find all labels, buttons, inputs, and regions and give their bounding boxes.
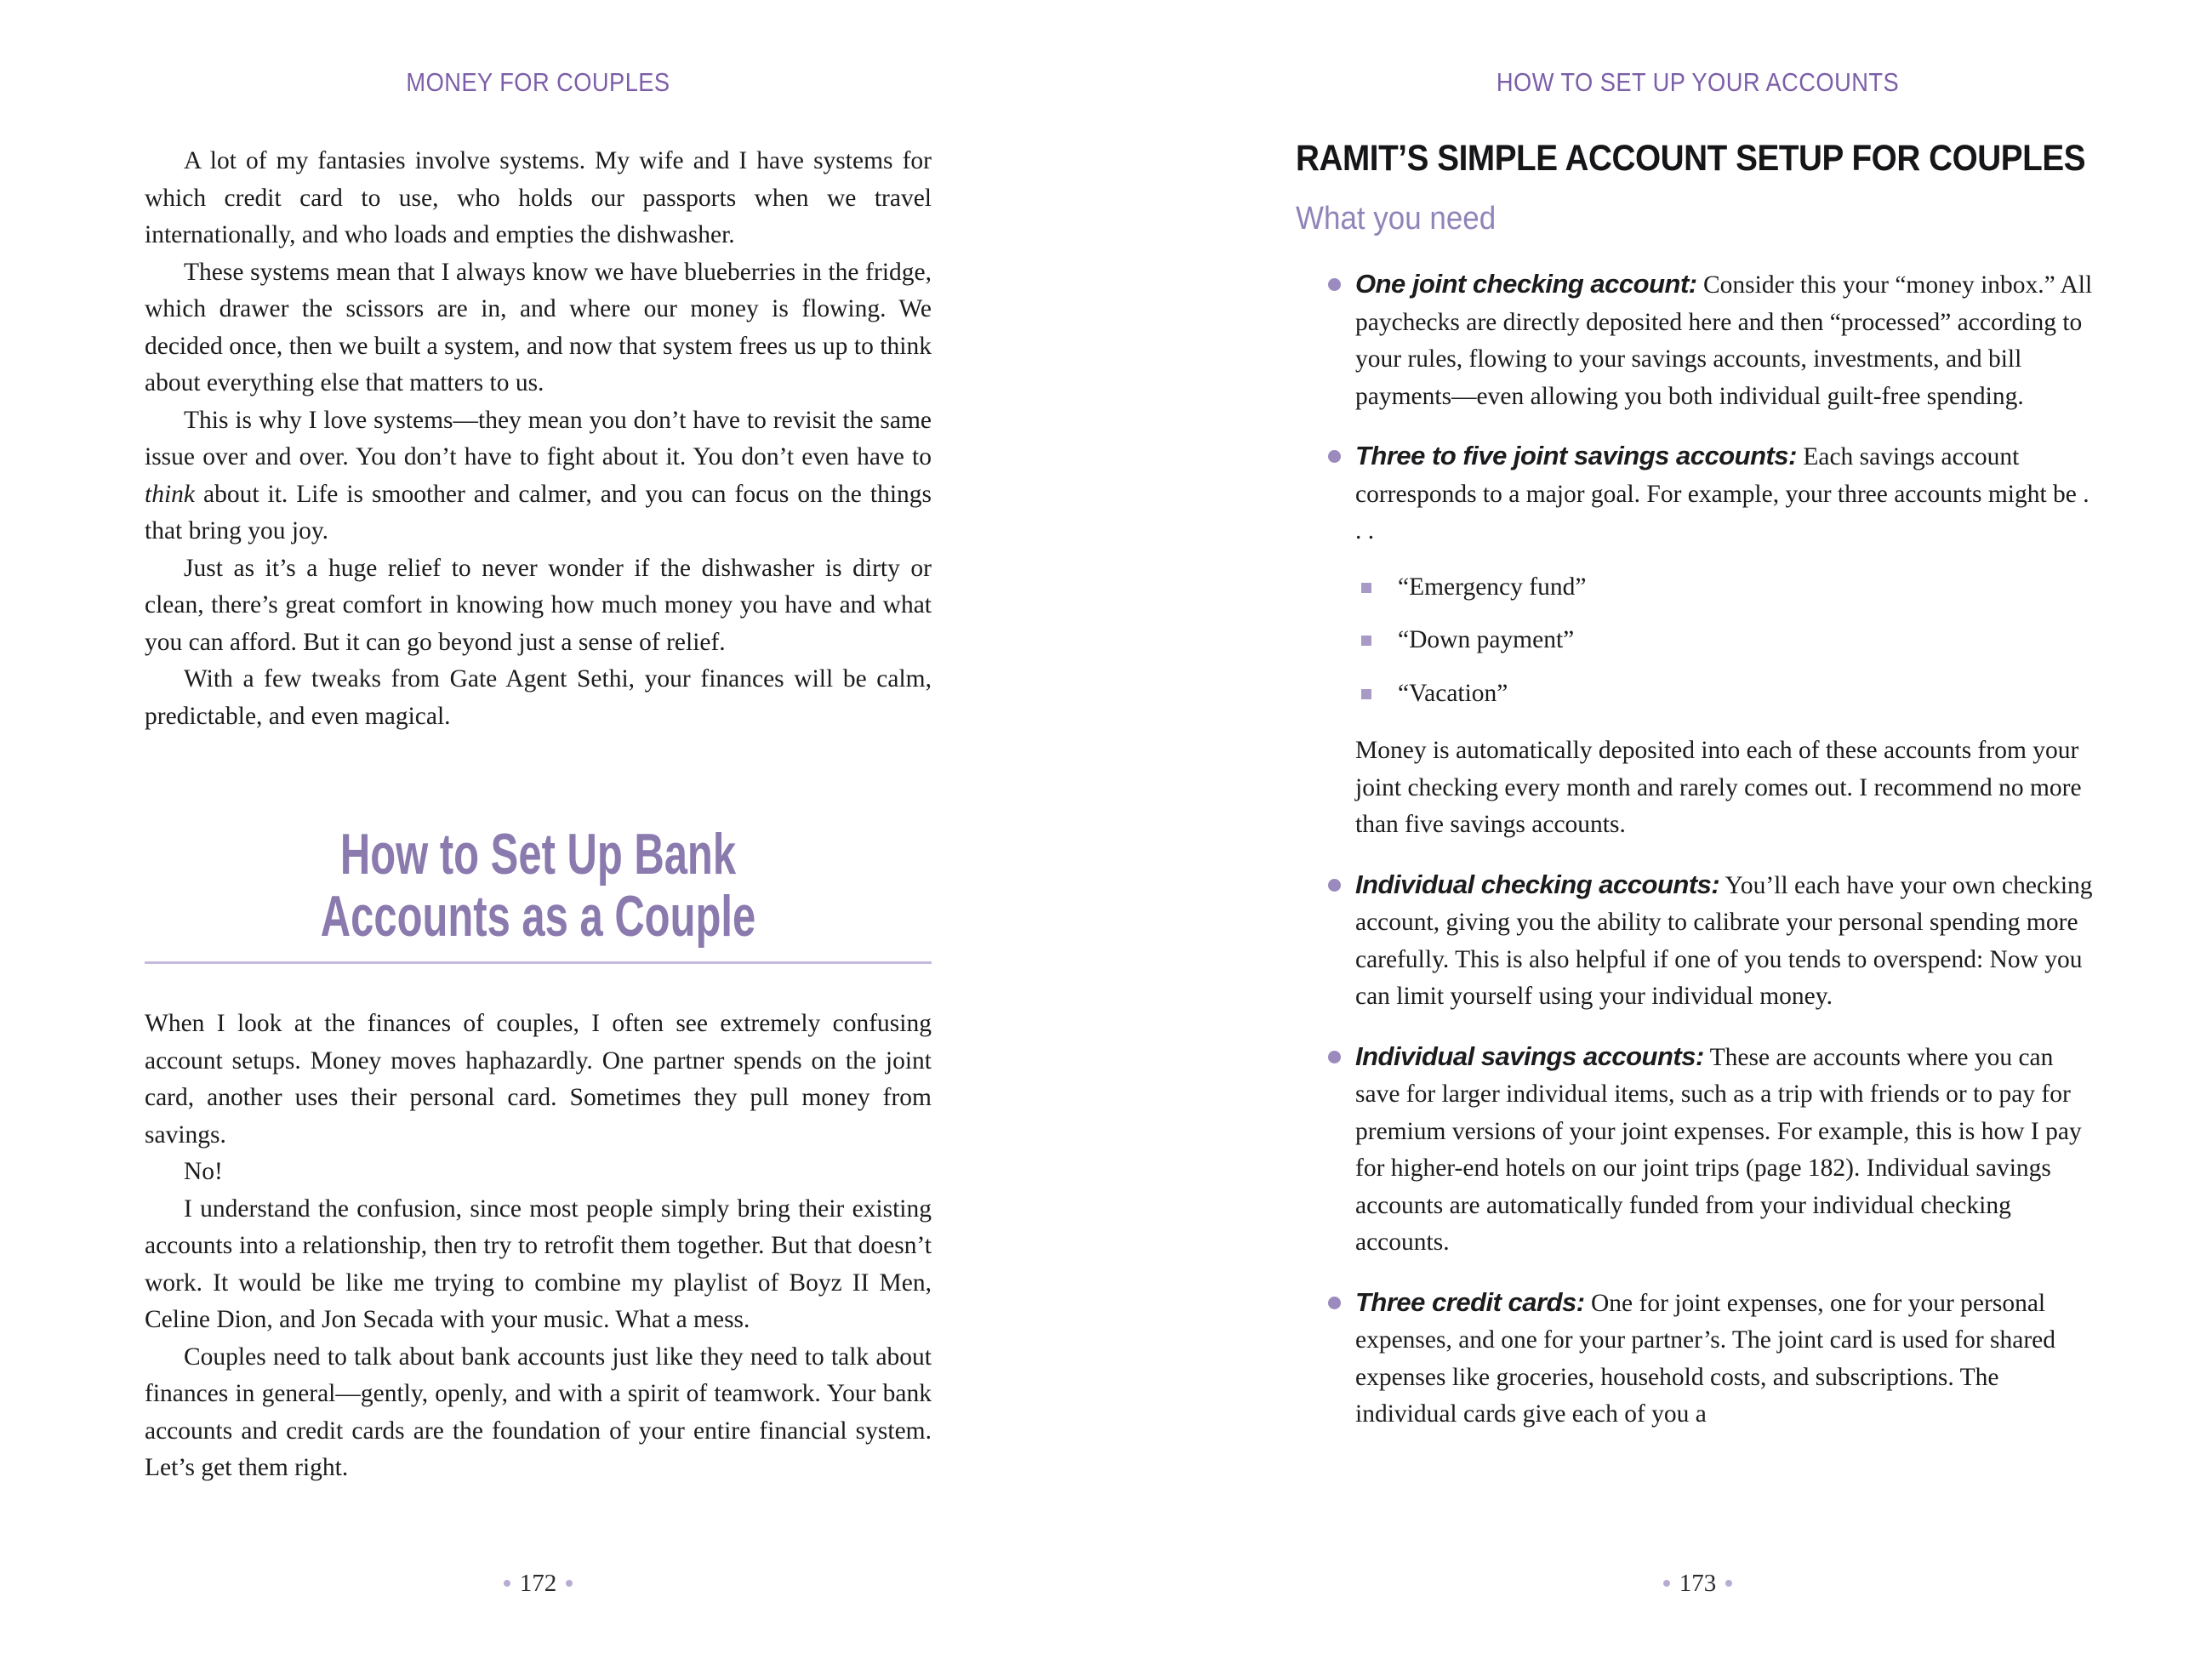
left-page-top-text [145,143,932,735]
list-item [1296,1038,2100,1262]
page-number-dot-icon [1663,1580,1670,1587]
list-item-lead: One joint checking account: [1355,269,1697,299]
list-item-text: Each savings account corresponds to a major goal. For example, your three accounts might be . . . [1355,443,2089,544]
page-number-value: 172 [519,1570,557,1597]
list-item-lead: Three to five joint savings accounts: [1355,441,1797,470]
page-number-right [1296,1570,2100,1598]
list-item [1296,1284,2100,1434]
sub-list-item [1355,569,2100,607]
page-subtitle: What you need [1296,201,1497,237]
section-divider-rule [145,961,932,964]
paragraph: A lot of my fantasies involve systems. My wife and I have systems for which credit card to use, who holds our passports when we travel internationally, and who loads and empties the dishwasher. [145,147,932,248]
paragraph: With a few tweaks from Gate Agent Sethi, your finances will be calm, predictable, and even magical. [145,665,932,730]
page-number-left [145,1570,932,1598]
paragraph: No! [184,1158,223,1185]
emphasized-word: think [145,480,195,508]
savings-note-paragraph: Money is automatically deposited into each of these accounts from your joint checking every month and rarely comes out. I recommend no more than five savings accounts. [1355,737,2082,838]
paragraph: Just as it’s a huge relief to never wonder if the dishwasher is dirty or clean, there’s great comfort in knowing how much money you have and what you can afford. But it can go beyond just a sense of relief. [145,554,932,656]
paragraph-text: This is why I love systems—they mean you don’t have to revisit the same issue over and over. You don’t have to fight about it. You don’t even have to [145,406,932,470]
list-item [1296,866,2100,1016]
bullet-dot-icon [1328,278,1341,291]
savings-examples-list [1355,569,2100,713]
bullet-dot-icon [1328,1051,1341,1063]
paragraph: I understand the confusion, since most people simply bring their existing accounts into a relationship, then try to retrofit them together. But that doesn’t work. It would be like me trying to combine my playlist of Boyz II Men, Celine Dion, and Jon Secada with your music. What a mess. [145,1194,932,1333]
list-item-text: You’ll each have your own checking account, giving you the ability to calibrate your personal spending more carefully. This is also helpful if one of you tends to overspend: Now you can limit yourself using your individual money. [1355,871,2093,1010]
sub-list-item-text: “Emergency fund” [1398,573,1587,601]
page-number-dot-icon [566,1580,573,1587]
bullet-dot-icon [1328,1297,1341,1309]
bullet-dot-icon [1328,879,1341,892]
running-head-left: MONEY FOR COUPLES [406,67,670,97]
bullet-dot-icon [1328,450,1341,463]
left-page [145,0,932,1659]
bullet-square-icon [1361,636,1371,646]
running-head-right: HOW TO SET UP YOUR ACCOUNTS [1496,67,1900,97]
section-heading-line1: How to Set Up Bank [339,822,737,887]
list-item-lead: Individual checking accounts: [1355,869,1720,899]
list-item-text: Consider this your “money inbox.” All paychecks are directly deposited here and then “processed” according to your rules, flowing to your savings accounts, investments, and bill payments—even allowing you both individual guilt-free spending. [1355,271,2093,410]
paragraph-text: about it. Life is smoother and calmer, and you can focus on the things that bring you joy. [145,480,932,544]
list-item-lead: Three credit cards: [1355,1286,1585,1317]
paragraph: Couples need to talk about bank accounts just like they need to talk about finances in general—gently, openly, and with a spirit of teamwork. Your bank accounts and credit cards are the foundation of your entire financial system. Let’s get them right. [145,1343,932,1481]
section-heading [255,824,822,948]
page-number-dot-icon [1725,1580,1732,1587]
page-number-dot-icon [504,1580,510,1587]
sub-list-item [1355,622,2100,659]
sub-list-item-text: “Vacation” [1398,679,1508,707]
list-item [1296,437,2100,844]
list-item [1296,265,2100,415]
page-title: RAMIT’S SIMPLE ACCOUNT SETUP FOR COUPLES [1296,138,2086,179]
sub-list-item [1355,676,2100,713]
bullet-square-icon [1361,583,1371,593]
paragraph: These systems mean that I always know we have blueberries in the fridge, which drawer the scissors are in, and where our money is flowing. We decided once, then we built a system, and now that system frees us up to think about everything else that matters to us. [145,258,932,396]
section-heading-line2: Accounts as a Couple [320,884,756,949]
list-item-text: These are accounts where you can save for larger individual items, such as a trip with friends or to pay for premium versions of your joint expenses. For example, this is how I pay for higher-end hotels on our joint trips (page 182). Individual savings accounts are automatically funded from your individual checking accounts. [1355,1043,2082,1256]
sub-list-item-text: “Down payment” [1398,626,1575,653]
bullet-square-icon [1361,689,1371,699]
list-item-lead: Individual savings accounts: [1355,1040,1704,1071]
account-setup-list [1296,265,2100,1456]
left-page-bottom-text [145,1006,932,1487]
list-item-text: One for joint expenses, one for your personal expenses, and one for your partner’s. The joint card is used for shared expenses like groceries, household costs, and subscriptions. The individual cards give each of you a [1355,1289,2056,1428]
paragraph [145,402,932,550]
right-page [1296,0,2100,1659]
page-number-value: 173 [1679,1570,1717,1597]
paragraph: When I look at the finances of couples, I often see extremely confusing account setups. Money moves haphazardly. One partner spends on the joint card, another uses their personal card. Sometimes they pull money from savings. [145,1010,932,1149]
